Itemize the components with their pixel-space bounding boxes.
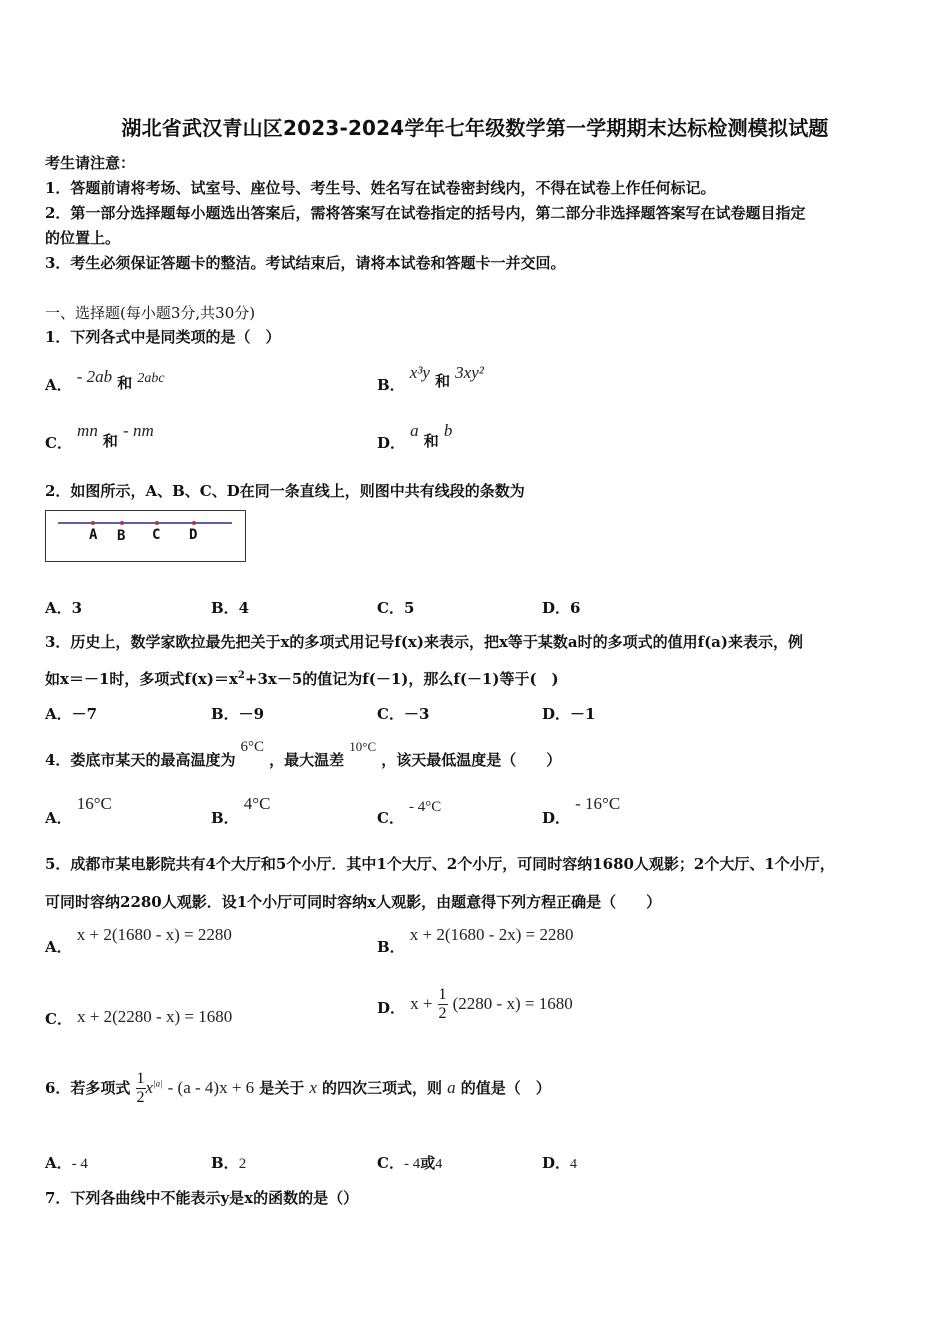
temperature-value: 4°C <box>243 794 271 813</box>
q4-option-d[interactable] <box>542 793 621 827</box>
denominator: 2 <box>438 1005 447 1022</box>
q3-option-b[interactable]: B．－9 <box>211 705 265 723</box>
notice-item-2-cont: 的位置上。 <box>45 229 121 247</box>
math-var: x <box>309 1078 317 1097</box>
q7-stem: 7．下列各曲线中不能表示y是x的函数的是（） <box>45 1189 359 1207</box>
q1-option-c[interactable] <box>45 420 154 452</box>
q4-option-b[interactable] <box>211 793 271 827</box>
notice-item-2: 2．第一部分选择题每小题选出答案后，需将答案写在试卷指定的括号内，第二部分非选择题答案写在试卷题目指定 <box>45 204 806 222</box>
q1-stem: 1．下列各式中是同类项的是（ ） <box>45 328 281 346</box>
q6-option-b[interactable] <box>211 1152 246 1173</box>
point-d-label: D <box>189 527 198 543</box>
answer-value: 4 <box>435 1157 443 1172</box>
temperature-value: - 16°C <box>575 794 621 813</box>
q2-line-figure <box>45 510 246 562</box>
q4-option-c[interactable] <box>377 795 442 827</box>
equation: x + 2(1680 - 2x) = 2280 <box>409 925 574 944</box>
section-heading: 一、选择题(每小题3分,共30分) <box>45 304 256 322</box>
option-label: B． <box>211 1154 239 1172</box>
answer-value: 4 <box>570 1157 578 1172</box>
math-expr: - 2ab <box>76 367 113 386</box>
math-expr: 2abc <box>137 371 165 386</box>
q5-option-b[interactable] <box>377 924 574 956</box>
q4-option-a[interactable] <box>45 793 112 827</box>
option-label: D． <box>377 434 406 452</box>
exponent: 2 <box>237 670 245 681</box>
q6-stem-part: 的值是（ ） <box>460 1079 551 1097</box>
q2-stem: 2．如图所示，A、B、C、D在同一条直线上，则图中共有线段的条数为 <box>45 482 525 500</box>
option-label: B． <box>377 938 405 956</box>
temperature-value: 16°C <box>76 794 112 813</box>
point-b-dot <box>120 521 124 525</box>
q6-option-a[interactable] <box>45 1152 88 1173</box>
q3-stem-part: 如x＝－1时，多项式f(x)＝x <box>45 670 238 688</box>
option-label: D． <box>542 809 571 827</box>
q3-stem-part: +3x－5的值记为f(－1)，那么f(－1)等于( ) <box>244 670 559 688</box>
denominator: 2 <box>136 1089 145 1106</box>
option-label: C． <box>377 1154 404 1172</box>
q6-stem <box>45 1070 551 1107</box>
point-a-dot <box>91 521 95 525</box>
q1-option-a[interactable] <box>45 366 165 394</box>
answer-value: - 4 <box>71 1156 88 1172</box>
point-c-dot <box>155 521 159 525</box>
q3-stem-line2 <box>45 668 559 689</box>
option-label: C． <box>377 809 404 827</box>
q3-option-c[interactable]: C．－3 <box>377 705 430 723</box>
temperature-value: - 4°C <box>409 799 442 815</box>
q5-option-d[interactable] <box>377 986 573 1023</box>
q3-stem-line1: 3．历史上，数学家欧拉最先把关于x的多项式用记号f(x)来表示，把x等于某数a时的多项式的值用f(a)来表示，例 <box>45 633 804 651</box>
math-expr: b <box>443 421 453 440</box>
option-label: B． <box>377 376 405 394</box>
q4-stem-part: 4．娄底市某天的最高温度为 <box>45 751 236 769</box>
q2-option-b[interactable]: B．4 <box>211 599 250 617</box>
option-label: D． <box>542 1154 571 1172</box>
temperature-value: 10°C <box>349 739 377 754</box>
point-d-dot <box>192 521 196 525</box>
equation: x + 2(2280 - x) = 1680 <box>77 1007 233 1026</box>
math-var: a <box>447 1078 456 1097</box>
and-word: 和 <box>435 372 451 390</box>
option-label: C． <box>45 434 72 452</box>
q6-option-d[interactable] <box>542 1152 577 1173</box>
option-label: C． <box>45 1010 72 1028</box>
notice-header: 考生请注意： <box>45 154 136 172</box>
q5-option-c[interactable] <box>45 1006 232 1027</box>
option-label: A． <box>45 938 72 956</box>
q5-stem-line1: 5．成都市某电影院共有4个大厅和5个小厅．其中1个大厅、2个小厅，可同时容纳1680人观影；2个大厅、1个小厅， <box>45 855 835 873</box>
equation: x + <box>410 994 433 1013</box>
notice-item-3: 3．考生必须保证答题卡的整洁。考试结束后，请将本试卷和答题卡一并交回。 <box>45 254 566 272</box>
q6-stem-part: 是关于 <box>259 1079 305 1097</box>
numerator: 1 <box>438 986 447 1003</box>
math-expr: a <box>410 421 419 440</box>
q1-option-b[interactable] <box>377 362 484 394</box>
exponent: |a| <box>153 1078 163 1089</box>
option-label: A． <box>45 809 72 827</box>
option-label: A． <box>45 1154 72 1172</box>
numerator: 1 <box>136 1070 145 1087</box>
math-expr: x <box>145 1078 154 1097</box>
notice-item-1: 1．答题前请将考场、试室号、座位号、考生号、姓名写在试卷密封线内，不得在试卷上作任何标记。 <box>45 179 716 197</box>
q2-option-a[interactable]: A．3 <box>45 599 83 617</box>
fraction <box>438 986 448 1023</box>
line-diagram <box>46 511 245 561</box>
q4-stem-part: ，该天最低温度是（ ） <box>381 751 562 769</box>
q1-option-d[interactable] <box>377 420 453 452</box>
q2-option-d[interactable]: D．6 <box>542 599 581 617</box>
q5-stem-line2: 可同时容纳2280人观影．设1个小厅可同时容纳x人观影，由题意得下列方程正确是（ ） <box>45 893 662 911</box>
temperature-value: 6°C <box>240 739 265 755</box>
fraction <box>136 1070 146 1107</box>
page-title: 湖北省武汉青山区2023-2024学年七年级数学第一学期期末达标检测模拟试题 <box>121 116 829 140</box>
q3-option-a[interactable]: A．－7 <box>45 705 98 723</box>
math-expr: 3xy² <box>455 363 484 382</box>
q4-stem <box>45 735 562 769</box>
point-a-label: A <box>89 527 98 543</box>
math-expr: - nm <box>123 421 154 440</box>
answer-value: 2 <box>238 1156 247 1172</box>
equation: (2280 - x) = 1680 <box>452 994 573 1013</box>
q6-stem-part: 6．若多项式 <box>45 1079 131 1097</box>
q5-option-a[interactable] <box>45 924 232 956</box>
option-label: B． <box>211 809 239 827</box>
and-word: 和 <box>117 374 133 392</box>
and-word: 和 <box>423 432 439 450</box>
or-word: 或 <box>420 1154 436 1172</box>
answer-value: - 4 <box>403 1156 421 1172</box>
math-expr: - (a - 4)x + 6 <box>167 1078 255 1097</box>
q6-option-c[interactable] <box>377 1152 442 1173</box>
option-label: D． <box>377 999 406 1017</box>
option-label: A． <box>45 376 72 394</box>
math-expr: x³y <box>409 363 430 382</box>
and-word: 和 <box>102 432 118 450</box>
q3-option-d[interactable]: D．－1 <box>542 705 596 723</box>
q6-stem-part: 的四次三项式，则 <box>322 1079 443 1097</box>
equation: x + 2(1680 - x) = 2280 <box>76 925 232 944</box>
q4-stem-part: ，最大温差 <box>269 751 345 769</box>
point-c-label: C <box>152 527 161 543</box>
q2-option-c[interactable]: C．5 <box>377 599 415 617</box>
math-expr: mn <box>77 421 98 440</box>
point-b-label: B <box>117 528 126 544</box>
